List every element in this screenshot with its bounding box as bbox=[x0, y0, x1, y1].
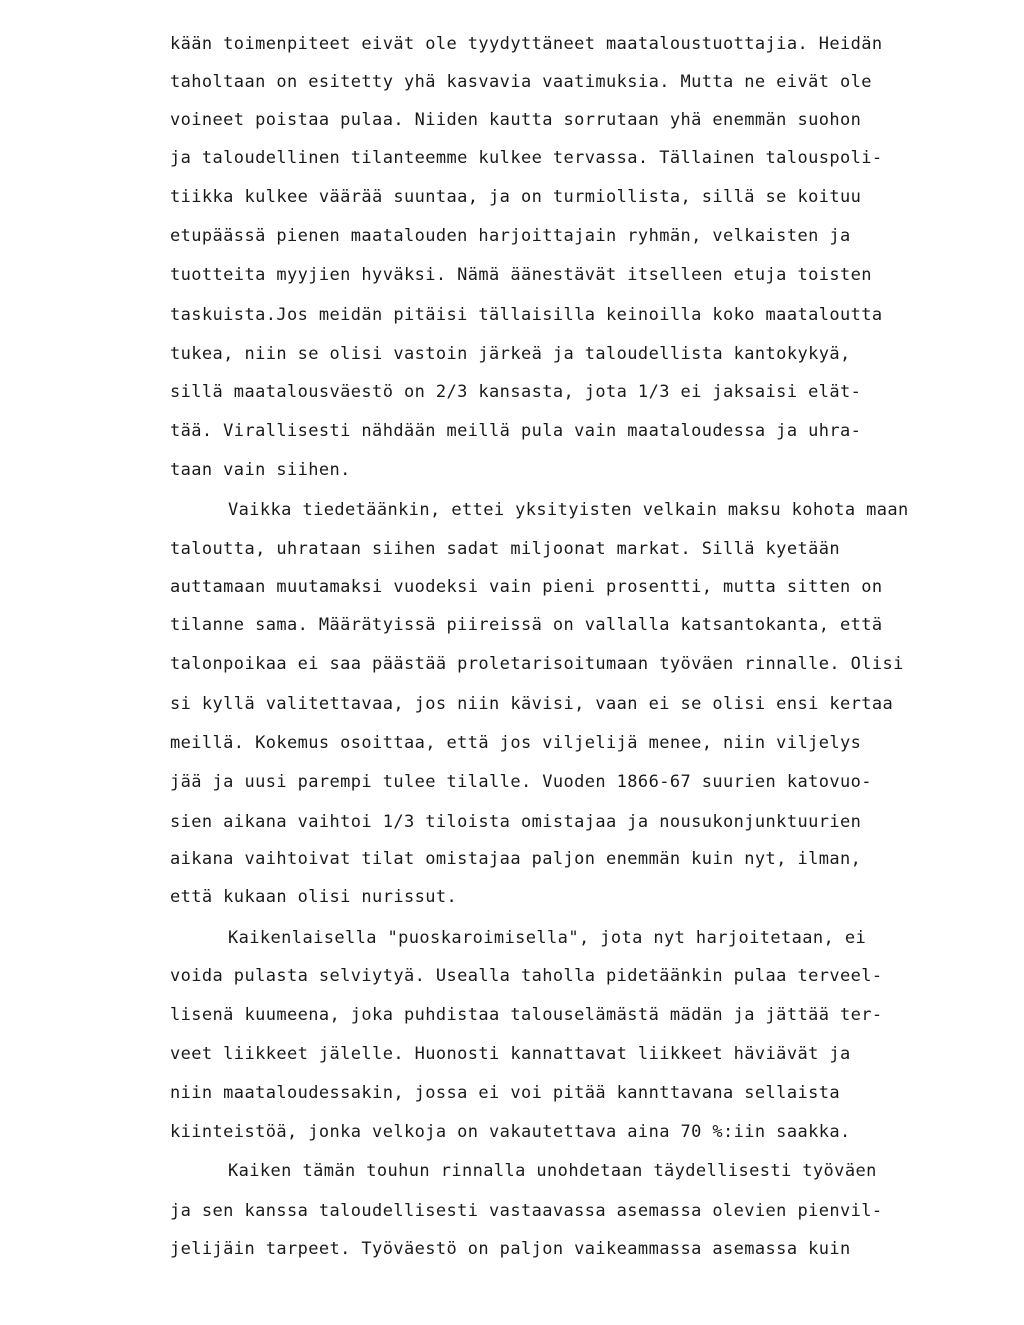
text-line: sien aikana vaihtoi 1/3 tiloista omistajaa ja nousukonjunktuurien bbox=[170, 812, 862, 832]
text-line: aikana vaihtoivat tilat omistajaa paljon enemmän kuin nyt, ilman, bbox=[170, 849, 862, 869]
text-line: niin maataloudessakin, jossa ei voi pitää kannttavana sellaista bbox=[170, 1083, 840, 1103]
text-line: taloutta, uhrataan siihen sadat miljoonat markat. Sillä kyetään bbox=[170, 539, 840, 559]
text-line: jää ja uusi parempi tulee tilalle. Vuoden 1866-67 suurien katovuo- bbox=[170, 772, 872, 792]
text-line: ja taloudellinen tilanteemme kulkee tervassa. Tällainen talouspoli- bbox=[170, 148, 883, 168]
text-line: kään toimenpiteet eivät ole tyydyttäneet maataloustuottajia. Heidän bbox=[170, 34, 883, 54]
text-line: si kyllä valitettavaa, jos niin kävisi, vaan ei se olisi ensi kertaa bbox=[170, 694, 894, 714]
text-line: jelijäin tarpeet. Työväestö on paljon vaikeammassa asemassa kuin bbox=[170, 1239, 851, 1259]
text-line: talonpoikaa ei saa päästää proletarisoitumaan työväen rinnalle. Olisi bbox=[170, 654, 904, 674]
text-line: Kaikenlaisella "puoskaroimisella", jota nyt harjoitetaan, ei bbox=[228, 928, 867, 948]
text-line: tukea, niin se olisi vastoin järkeä ja taloudellista kantokykyä, bbox=[170, 344, 851, 364]
text-line: voineet poistaa pulaa. Niiden kautta sorrutaan yhä enemmän suohon bbox=[170, 110, 862, 130]
text-line: Kaiken tämän touhun rinnalla unohdetaan täydellisesti työväen bbox=[228, 1161, 877, 1181]
text-line: lisenä kuumeena, joka puhdistaa talouselämästä mädän ja jättää ter- bbox=[170, 1005, 883, 1025]
text-line: kiinteistöä, jonka velkoja on vakautettava aina 70 %:iin saakka. bbox=[170, 1122, 851, 1142]
text-line: voida pulasta selviytyä. Usealla taholla pidetäänkin pulaa terveel- bbox=[170, 966, 883, 986]
text-line: veet liikkeet jälelle. Huonosti kannattavat liikkeet häviävät ja bbox=[170, 1044, 851, 1064]
text-line: meillä. Kokemus osoittaa, että jos viljelijä menee, niin viljelys bbox=[170, 733, 862, 753]
text-line: että kukaan olisi nurissut. bbox=[170, 887, 458, 907]
text-line: taan vain siihen. bbox=[170, 460, 351, 480]
text-line: ja sen kanssa taloudellisesti vastaavassa asemassa olevien pienvil- bbox=[170, 1201, 883, 1221]
text-line: taskuista.Jos meidän pitäisi tällaisilla keinoilla koko maataloutta bbox=[170, 305, 883, 325]
text-line: tiikka kulkee väärää suuntaa, ja on turmiollista, sillä se koituu bbox=[170, 187, 862, 207]
text-line: etupäässä pienen maatalouden harjoittajain ryhmän, velkaisten ja bbox=[170, 226, 851, 246]
text-line: tuotteita myyjien hyväksi. Nämä äänestävät itselleen etuja toisten bbox=[170, 265, 872, 285]
text-line: auttamaan muutamaksi vuodeksi vain pieni prosentti, mutta sitten on bbox=[170, 577, 883, 597]
text-line: tää. Virallisesti nähdään meillä pula vain maataloudessa ja uhra- bbox=[170, 421, 862, 441]
text-line: sillä maatalousväestö on 2/3 kansasta, jota 1/3 ei jaksaisi elät- bbox=[170, 382, 862, 402]
text-line: taholtaan on esitetty yhä kasvavia vaatimuksia. Mutta ne eivät ole bbox=[170, 72, 872, 92]
text-line: Vaikka tiedetäänkin, ettei yksityisten velkain maksu kohota maan bbox=[228, 500, 909, 520]
text-line: tilanne sama. Määrätyissä piireissä on vallalla katsantokanta, että bbox=[170, 615, 883, 635]
